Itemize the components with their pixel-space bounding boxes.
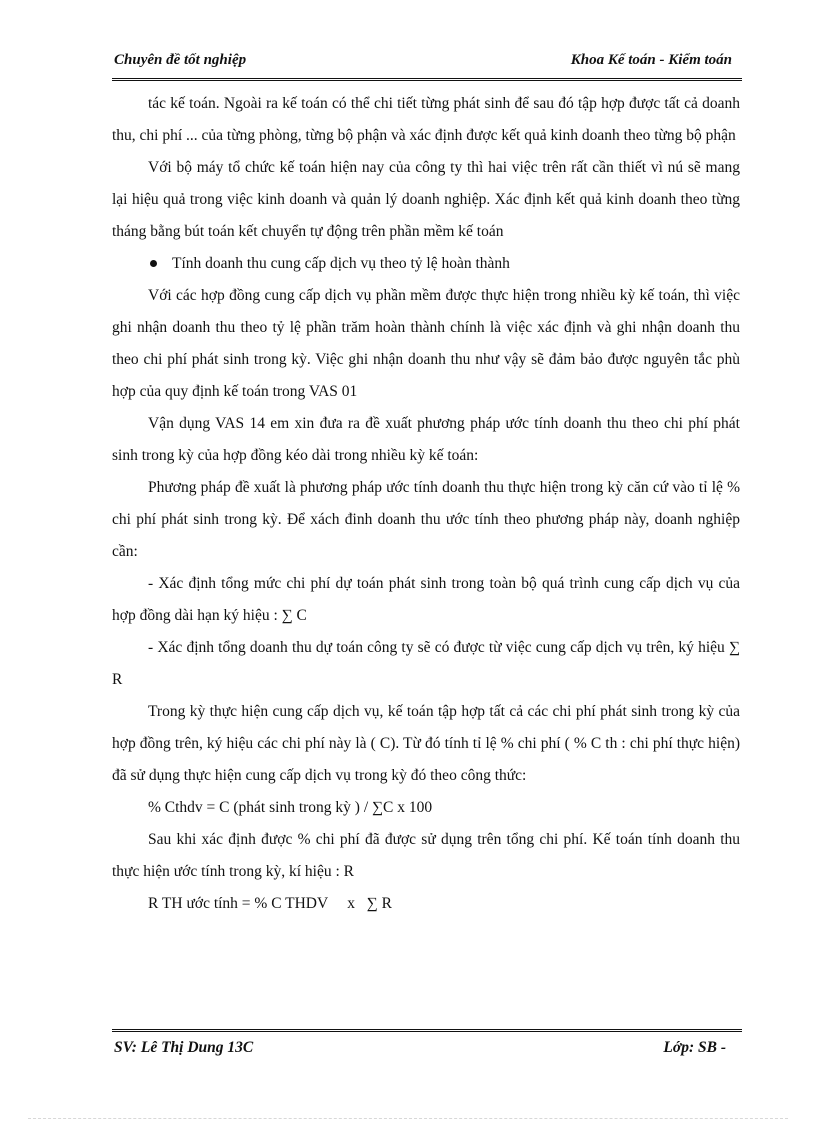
page-header xyxy=(112,50,740,76)
bullet-dot-icon xyxy=(150,260,157,267)
paragraph-4: Vận dụng VAS 14 em xin đưa ra đề xuất phương pháp ước tính doanh thu theo chi phí phát sinh trong kỳ của hợp đồng kéo dài trong nhiều kỳ kế toán: xyxy=(112,415,740,464)
dash-item-1: - Xác định tổng mức chi phí dự toán phát sinh trong toàn bộ quá trình cung cấp dịch vụ của hợp đồng dài hạn ký hiệu : ∑ C xyxy=(112,575,740,624)
paragraph-7: Sau khi xác định được % chi phí đã được sử dụng trên tổng chi phí. Kế toán tính doanh thu thực hiện ước tính trong kỳ, kí hiệu : R xyxy=(112,831,740,880)
footer-class: Lớp: SB - xyxy=(663,1039,726,1056)
paragraph-1: tác kế toán. Ngoài ra kế toán có thể chi tiết từng phát sinh để sau đó tập hợp được tất cả doanh thu, chi phí ... của từng phòng, từng bộ phận và xác định được kết quả kinh doanh theo từng bộ phận xyxy=(112,95,740,144)
footer-student: SV: Lê Thị Dung 13C xyxy=(114,1039,254,1056)
bullet-item xyxy=(112,248,740,280)
formula-1: % Cthdv = C (phát sinh trong kỳ ) / ∑C x 100 xyxy=(148,799,433,816)
footer-rule xyxy=(112,1029,742,1032)
formula-2: R TH ước tính = % C THDV x ∑ R xyxy=(148,895,392,912)
paragraph-5: Phương pháp đề xuất là phương pháp ước tính doanh thu thực hiện trong kỳ căn cứ vào tỉ lệ % chi phí phát sinh trong kỳ. Để xách đinh doanh thu ước tính theo phương pháp này, doanh nghiệp cần: xyxy=(112,479,740,560)
page-edge xyxy=(28,1118,788,1119)
header-rule xyxy=(112,78,742,81)
paragraph-2: Với bộ máy tổ chức kế toán hiện nay của công ty thì hai việc trên rất cần thiết vì nú sẽ mang lại hiệu quả trong việc kinh doanh và quản lý doanh nghiệp. Xác định kết quả kinh doanh theo từng tháng bằng bút toán kết chuyển tự động trên phần mềm kế toán xyxy=(112,159,740,240)
bullet-text: Tính doanh thu cung cấp dịch vụ theo tỷ lệ hoàn thành xyxy=(172,255,510,272)
header-thesis-title: Chuyên đề tốt nghiệp xyxy=(114,52,247,68)
paragraph-6: Trong kỳ thực hiện cung cấp dịch vụ, kế toán tập hợp tất cả các chi phí phát sinh trong kỳ của hợp đồng trên, ký hiệu các chi phí này là ( C). Từ đó tính tỉ lệ % chi phí ( % C th : chi phí thực hiện) đã sử dụng thực hiện cung cấp dịch vụ trong kỳ đó theo công thức: xyxy=(112,703,740,784)
dash-item-2: - Xác định tổng doanh thu dự toán công ty sẽ có được từ việc cung cấp dịch vụ trên, ký hiệu ∑ R xyxy=(112,639,740,688)
paragraph-3: Với các hợp đồng cung cấp dịch vụ phần mềm được thực hiện trong nhiều kỳ kế toán, thì việc ghi nhận doanh thu theo tỷ lệ phần trăm hoàn thành chính là việc xác định và ghi nhận doanh thu theo chi phí phát sinh trong kỳ. Việc ghi nhận doanh thu như vậy sẽ đảm bảo được nguyên tắc phù hợp của quy định kế toán trong VAS 01 xyxy=(112,287,740,400)
page-body xyxy=(112,88,740,920)
header-faculty: Khoa Kế toán - Kiểm toán xyxy=(570,52,732,68)
